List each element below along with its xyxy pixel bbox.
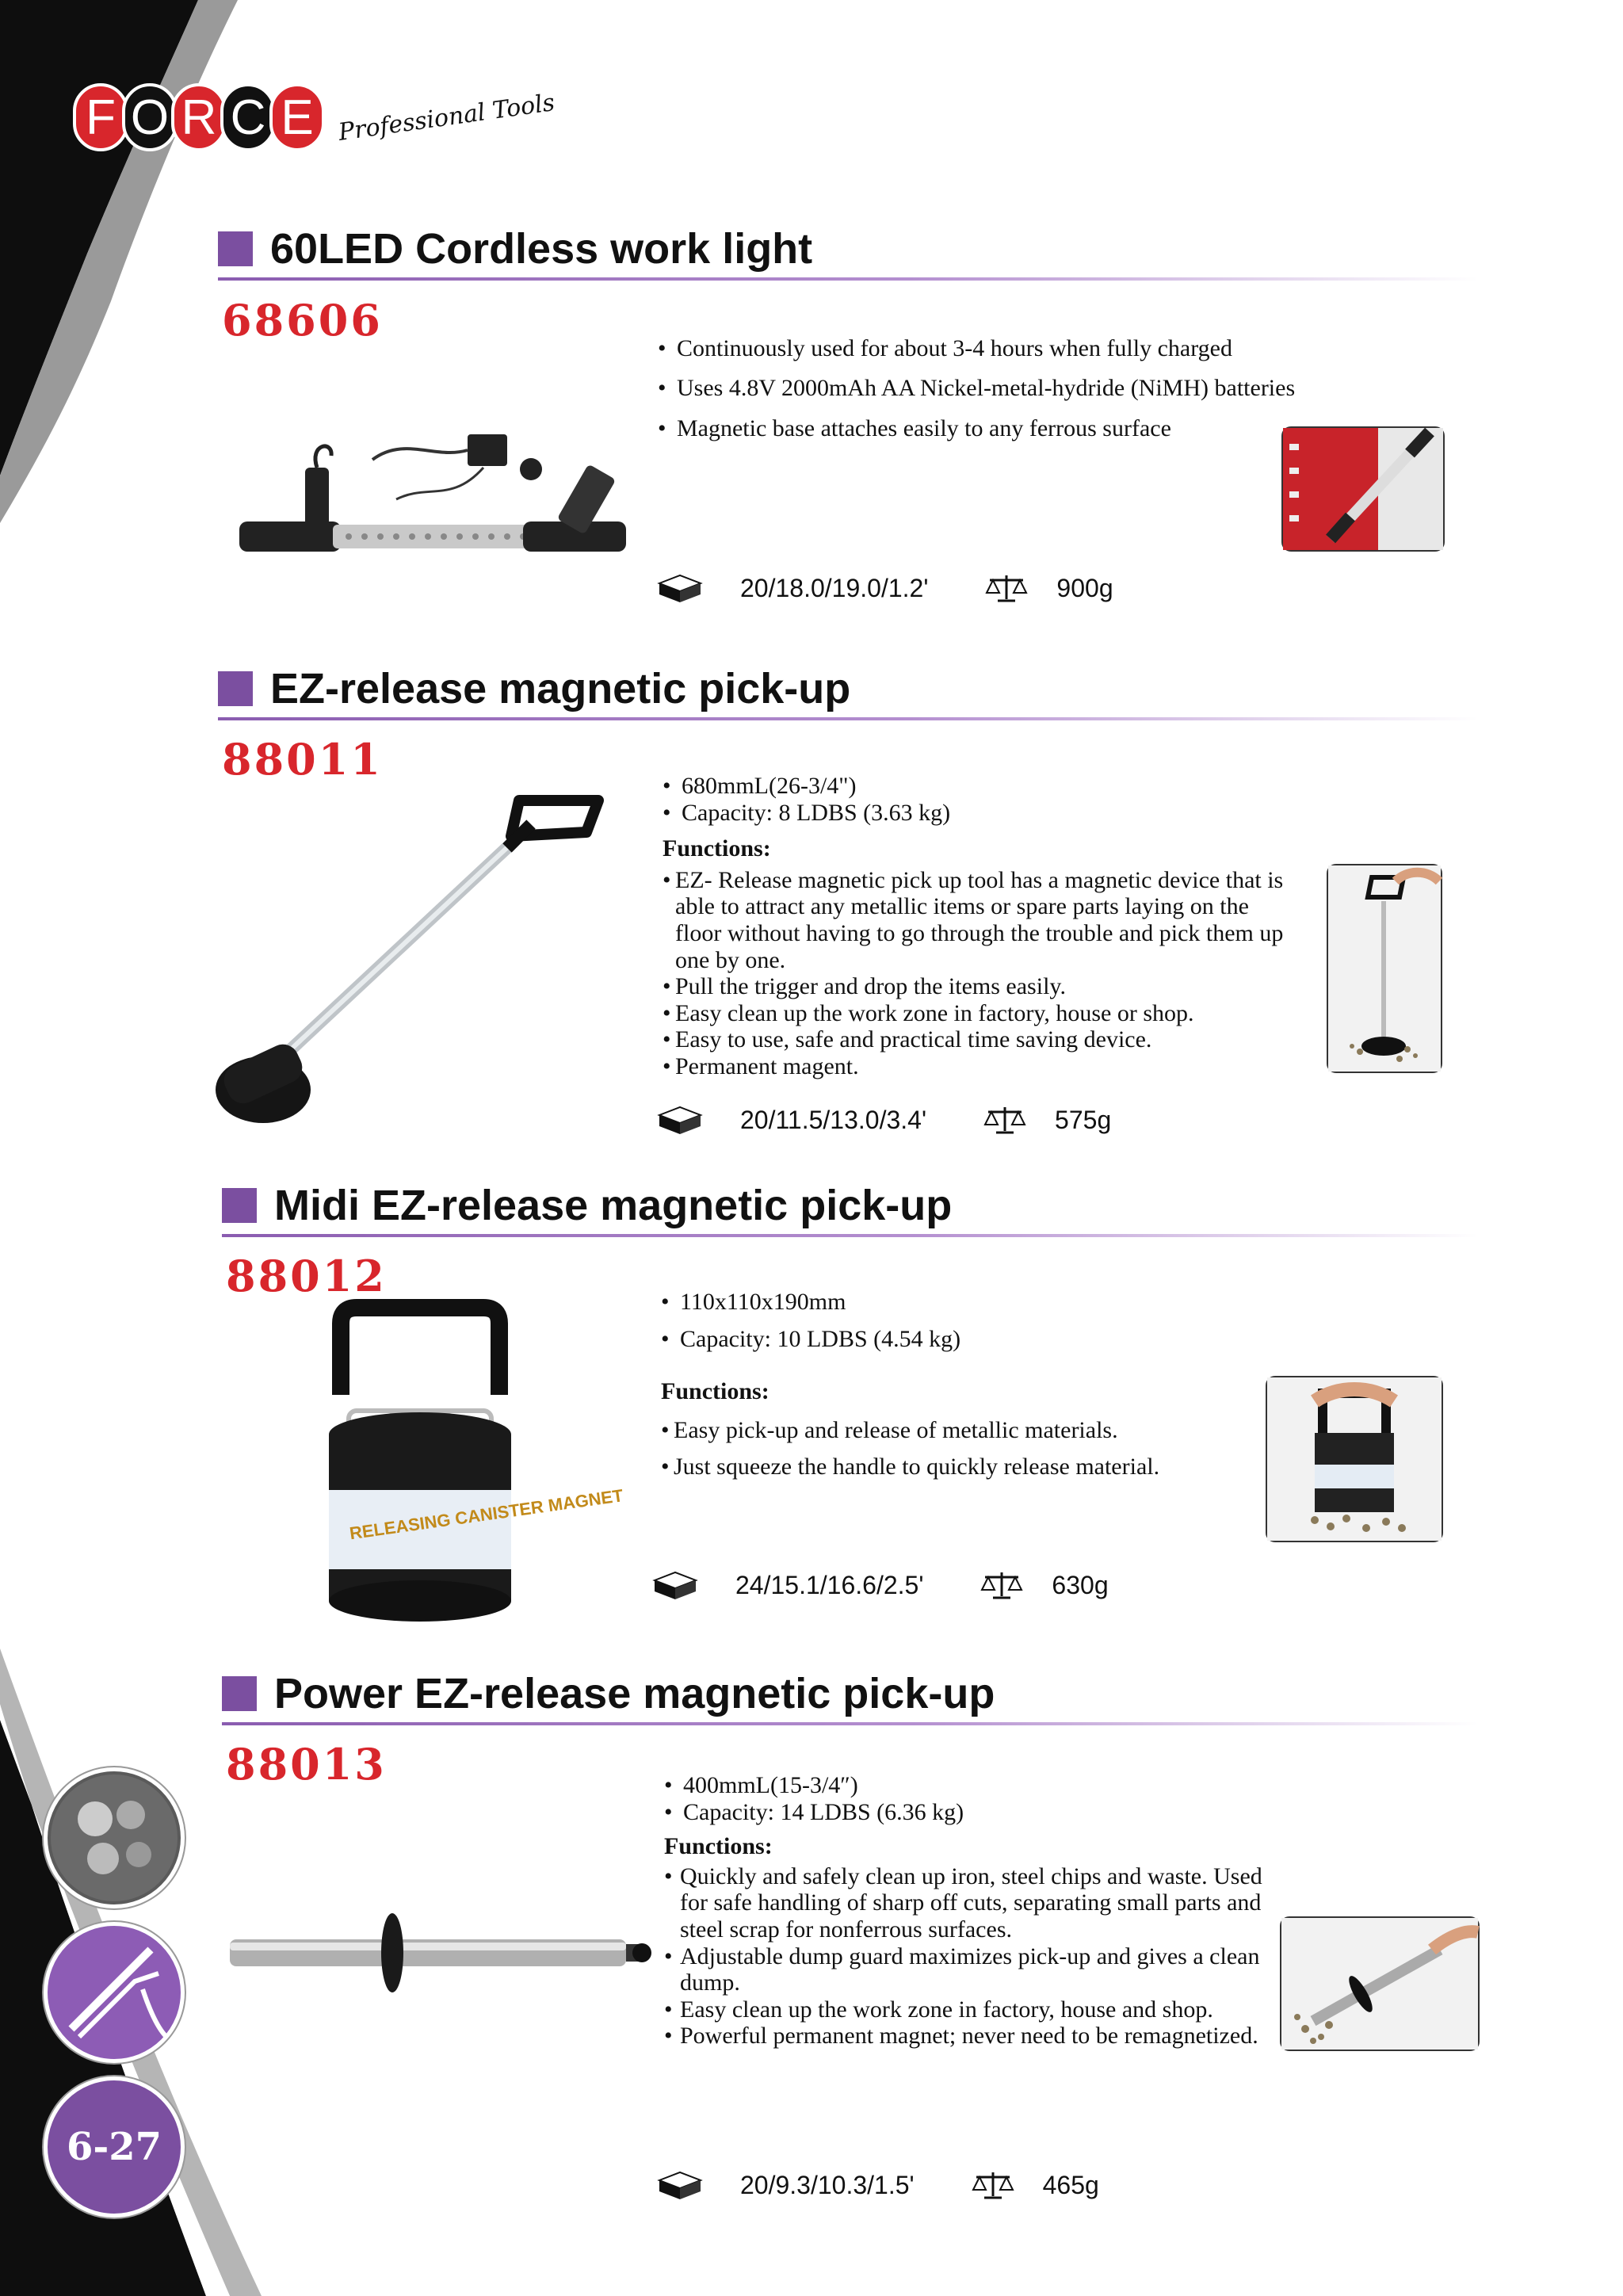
power-pickup-usage-photo [1280, 1916, 1480, 2051]
spec-list [658, 329, 1387, 449]
spec-list [664, 1772, 1290, 2050]
section-rule [218, 277, 1478, 281]
carton-box-icon [651, 1569, 697, 1601]
carton-box-icon [656, 2169, 702, 2201]
section-title-ez-release [218, 664, 850, 713]
logo-letter-c: C [220, 83, 276, 151]
functions-list [661, 1412, 1311, 1486]
spec-list [661, 1284, 1311, 1486]
spec-item: • Capacity: 10 LDBS (4.54 kg) [661, 1325, 961, 1352]
packaging-info [656, 1104, 1111, 1136]
product-title: Midi EZ-release magnetic pick-up [274, 1182, 953, 1229]
logo-letter-o: O [122, 83, 178, 151]
product-code: 88013 [226, 1739, 387, 1790]
force-logo [73, 81, 556, 154]
section-title-work-light [218, 224, 812, 273]
spec-item: • Continuously used for about 3-4 hours when fully charged [658, 335, 1233, 361]
spec-list [663, 773, 1296, 1080]
spec-item: • 400mmL(15-3/4″) [664, 1772, 858, 1798]
balance-scale-icon [980, 1569, 1023, 1601]
spec-item: • 110x110x190mm [661, 1289, 846, 1315]
section-rule [222, 1234, 1478, 1237]
work-light-usage-photo [1281, 426, 1445, 552]
logo-letters [73, 83, 319, 151]
ez-release-pickup-image [206, 793, 618, 1141]
product-weight: 900g [1056, 573, 1113, 602]
product-title: 60LED Cordless work light [270, 225, 813, 273]
function-item: • Powerful permanent magnet; never need to be remagnetized. [664, 2023, 1258, 2050]
spec-item: • Capacity: 8 LDBS (3.63 kg) [663, 799, 951, 826]
logo-letter-r: R [171, 83, 227, 151]
function-item: • Easy clean up the work zone in factory, house or shop. [663, 999, 1194, 1026]
balance-scale-icon [983, 1104, 1026, 1136]
functions-heading: Functions: [663, 835, 771, 862]
function-item: • Easy pick-up and release of metallic materials. [661, 1416, 1118, 1443]
functions-list [663, 867, 1296, 1080]
pack-dimensions: 20/9.3/10.3/1.5' [740, 2170, 915, 2199]
function-item: • EZ- Release magnetic pick up tool has a magnetic device that is able to attract any metallic items or spare parts laying on the floor without having to go through the trouble and pick them up one by one. [663, 866, 1284, 973]
ez-release-usage-photo [1327, 864, 1442, 1073]
product-weight: 465g [1042, 2170, 1099, 2199]
category-icon-pliers [44, 1922, 185, 2063]
packaging-info [651, 1569, 1109, 1601]
section-title-power-ez-release [222, 1669, 995, 1718]
product-code: 68606 [222, 295, 383, 346]
spec-item: • 680mmL(26-3/4") [663, 773, 857, 799]
product-code: 88012 [226, 1251, 387, 1301]
section-rule [222, 1722, 1478, 1725]
functions-list [664, 1863, 1290, 2050]
product-code: 88011 [222, 734, 383, 785]
spec-item: • Uses 4.8V 2000mAh AA Nickel-metal-hydride (NiMH) batteries [658, 375, 1296, 402]
midi-canister-image [317, 1300, 624, 1633]
section-marker [218, 671, 253, 706]
functions-heading: Functions: [664, 1833, 773, 1860]
section-marker [222, 1676, 257, 1711]
packaging-info [656, 2169, 1099, 2201]
page-number: 6-27 [66, 2125, 162, 2169]
function-item: • Easy to use, safe and practical time saving device. [663, 1026, 1152, 1053]
category-icon-tools-sockets [44, 1767, 185, 1908]
section-rule [218, 717, 1478, 720]
product-title: Power EZ-release magnetic pick-up [274, 1670, 995, 1717]
power-pickup-image [226, 1906, 654, 1993]
pack-dimensions: 20/11.5/13.0/3.4' [740, 1105, 927, 1134]
section-marker [218, 231, 253, 266]
functions-heading: Functions: [661, 1378, 769, 1404]
balance-scale-icon [985, 572, 1028, 604]
canister-label-text: RELEASING CANISTER MAGNET [348, 1485, 624, 1544]
pack-dimensions: 20/18.0/19.0/1.2' [740, 573, 929, 602]
page-number-badge [44, 2076, 185, 2218]
pack-dimensions: 24/15.1/16.6/2.5' [735, 1570, 924, 1599]
function-item: • Quickly and safely clean up iron, steel chips and waste. Used for safe handling of sharp off cuts, separating small parts and steel scrap for nonferrous surfaces. [664, 1862, 1262, 1943]
carton-box-icon [656, 572, 702, 604]
product-weight: 575g [1055, 1105, 1112, 1134]
work-light-product-image [230, 428, 642, 563]
carton-box-icon [656, 1104, 702, 1136]
balance-scale-icon [972, 2169, 1014, 2201]
product-weight: 630g [1052, 1570, 1109, 1599]
function-item: • Easy clean up the work zone in factory, house and shop. [664, 1996, 1213, 2023]
section-marker [222, 1188, 257, 1223]
function-item: • Just squeeze the handle to quickly release material. [661, 1454, 1160, 1480]
spec-item: • Capacity: 14 LDBS (6.36 kg) [664, 1798, 964, 1825]
packaging-info [656, 572, 1113, 604]
spec-item: • Magnetic base attaches easily to any ferrous surface [658, 415, 1171, 441]
midi-canister-usage-photo [1266, 1376, 1443, 1542]
logo-letter-f: F [73, 83, 128, 151]
product-title: EZ-release magnetic pick-up [270, 665, 851, 712]
logo-letter-e: E [269, 83, 325, 151]
function-item: • Pull the trigger and drop the items easily. [663, 973, 1066, 1000]
section-title-midi-ez-release [222, 1181, 952, 1230]
function-item: • Permanent magent. [663, 1052, 859, 1079]
function-item: • Adjustable dump guard maximizes pick-up and gives a clean dump. [664, 1943, 1260, 1996]
logo-tagline: Professional Tools [336, 88, 557, 147]
